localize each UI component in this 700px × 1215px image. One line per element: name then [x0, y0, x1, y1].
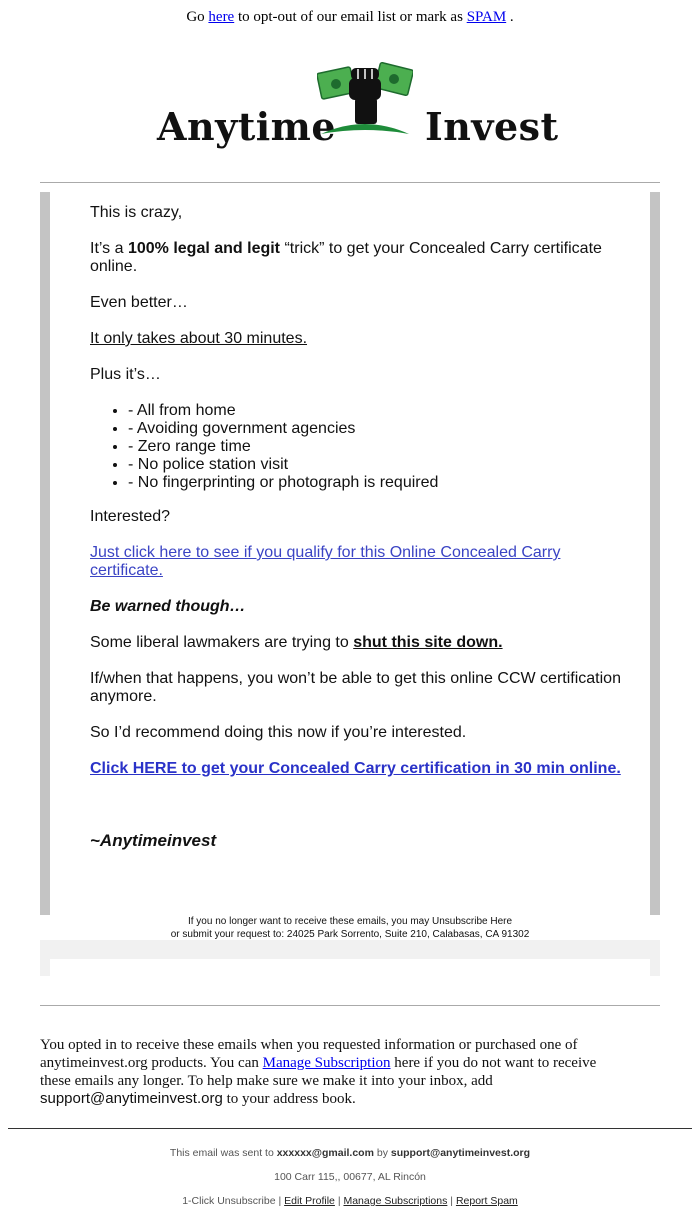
footer-sent-line [0, 1147, 700, 1159]
paragraph-plus: Plus it’s… [90, 366, 161, 383]
benefits-list [90, 402, 630, 492]
optin-post2: to your address book. [222, 1091, 356, 1107]
separator: | [447, 1195, 456, 1207]
logo-word-anytime: Anytime [157, 104, 337, 149]
qualify-link[interactable]: Just click here to see if you qualify for this Online Concealed Carry certificate. [90, 544, 561, 579]
optout-line [0, 9, 700, 26]
edit-profile-link[interactable]: Edit Profile [284, 1195, 335, 1207]
paragraph-recommend: So I’d recommend doing this now if you’re interested. [90, 724, 467, 741]
divider-top [40, 182, 660, 183]
paragraph-legal [90, 240, 630, 276]
list-item: • - No fingerprinting or photograph is required [128, 474, 630, 492]
optout-pre: Go [186, 9, 209, 25]
fineprint-line-1: If you no longer want to receive these emails, you may Unsubscribe Here [187, 916, 513, 927]
signature: ~Anytimeinvest [90, 831, 217, 850]
paragraph-interested: Interested? [90, 508, 171, 525]
optin-notice [40, 1036, 620, 1108]
paragraph-ccw: If/when that happens, you won’t be able to get this online CCW certification anymore. [90, 670, 621, 705]
list-item: • - No police station visit [128, 456, 630, 474]
warning-text: Be warned though… [90, 598, 246, 615]
p1-bold: 100% legal and legit [127, 240, 281, 257]
list-item: • - Avoiding government agencies [128, 420, 630, 438]
manage-subscription-link[interactable]: Manage Subscription [262, 1055, 391, 1071]
footer-address: 100 Carr 115,, 00677, AL Rincón [274, 1171, 426, 1183]
cta-link[interactable]: Click HERE to get your Concealed Carry certification in 30 min online. [90, 760, 621, 777]
optin-post1: here if you do not want to receive these emails any longer. To help make sure we make it into your inbox, add [40, 1055, 597, 1089]
greeting: This is crazy, [90, 204, 183, 221]
qualify-paragraph [90, 544, 630, 580]
p1-pre: It’s a [90, 240, 128, 257]
sent-by: by [373, 1147, 391, 1159]
optin-pre: You opted in to receive these emails when you requested information or purchased one of anytimeinvest.org products. You can [40, 1037, 578, 1071]
report-spam-link[interactable]: Report Spam [455, 1195, 518, 1207]
footer-links [0, 1195, 700, 1207]
divider-footer [8, 1128, 692, 1129]
separator: | [275, 1195, 285, 1207]
fineprint [40, 915, 660, 941]
email-body [90, 204, 630, 850]
p6-bold: shut this site down. [353, 634, 503, 651]
paragraph-lawmakers [90, 634, 630, 652]
fist-money-icon [317, 60, 413, 144]
sender-email: support@anytimeinvest.org [390, 1147, 531, 1159]
sent-pre: This email was sent to [169, 1147, 277, 1159]
paragraph-30-minutes: It only takes about 30 minutes. [90, 330, 308, 347]
manage-subscriptions-link[interactable]: Manage Subscriptions [343, 1195, 448, 1207]
list-item: • - All from home [128, 402, 630, 420]
logo-word-invest: Invest [425, 104, 559, 149]
p6-pre: Some liberal lawmakers are trying to [90, 634, 354, 651]
p1-post: “trick” to get your Concealed Carry certificate online. [90, 240, 602, 275]
recipient-email: xxxxxx@gmail.com [276, 1147, 374, 1159]
fineprint-line-2: or submit your request to: 24025 Park Sorrento, Suite 210, Calabasas, CA 91302 [170, 929, 530, 940]
optout-mid: to opt-out of our email list or mark as [234, 9, 467, 25]
one-click-unsubscribe[interactable]: 1-Click Unsubscribe [182, 1195, 276, 1207]
brand-logo [155, 60, 559, 150]
separator: | [334, 1195, 344, 1207]
optout-here-link[interactable]: here [208, 9, 235, 25]
optout-post: . [506, 9, 514, 25]
divider-middle [40, 1005, 660, 1006]
cta-paragraph [90, 760, 630, 778]
paragraph-even-better: Even better… [90, 294, 188, 311]
mark-spam-link[interactable]: SPAM [466, 9, 507, 25]
support-email: support@anytimeinvest.org [40, 1090, 223, 1107]
list-item: • - Zero range time [128, 438, 630, 456]
spacer-inner [50, 959, 650, 976]
warning-heading [90, 598, 630, 616]
